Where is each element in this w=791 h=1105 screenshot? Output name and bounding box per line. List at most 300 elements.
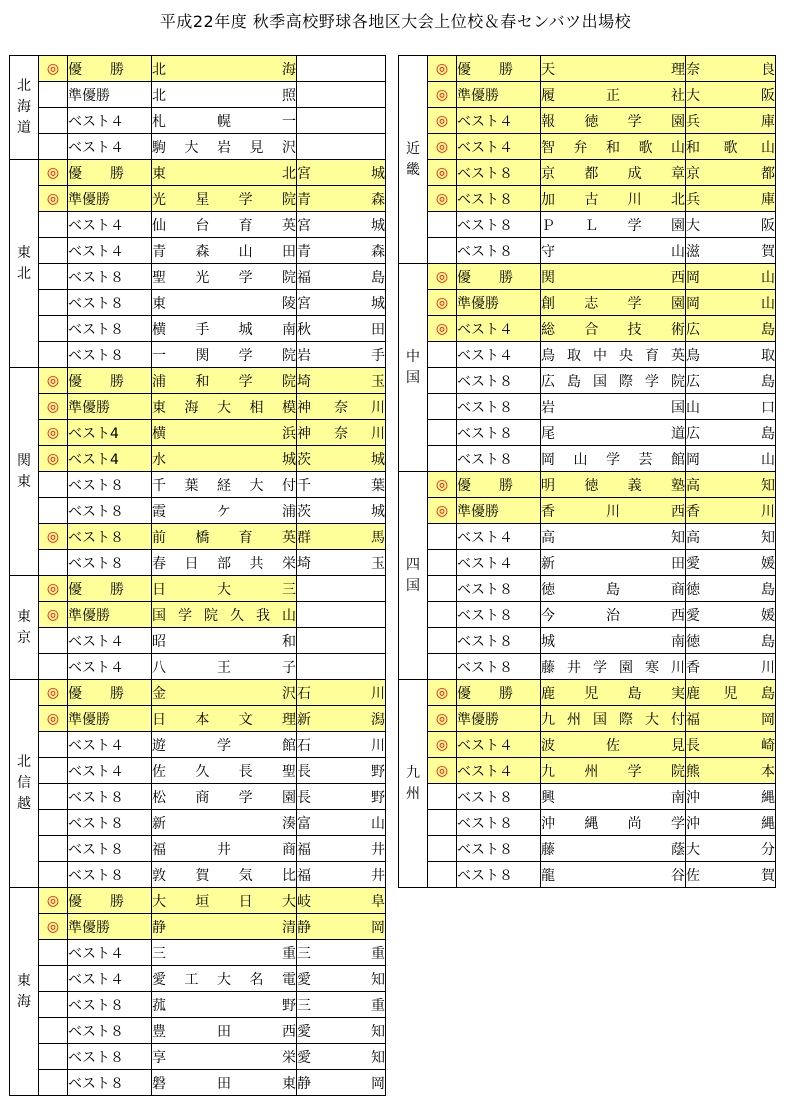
qualified-mark: [428, 238, 457, 264]
prefecture-cell: 徳島: [686, 576, 776, 602]
right-results-table: [398, 55, 776, 888]
qualified-mark: [428, 602, 457, 628]
table-row: [399, 862, 776, 888]
prefecture-cell: 宮城: [297, 212, 386, 238]
table-row: [399, 56, 776, 82]
table-row: [399, 472, 776, 498]
qualified-mark: ◎: [39, 602, 68, 628]
school-cell: 東海大相模: [152, 394, 297, 420]
prefecture-cell: 岡山: [686, 290, 776, 316]
school-cell: 佐久長聖: [152, 758, 297, 784]
table-row: [10, 108, 386, 134]
school-cell: 一関学院: [152, 342, 297, 368]
rank-cell: ベスト４: [68, 238, 152, 264]
rank-cell: ベスト８: [68, 524, 152, 550]
rank-cell: ベスト８: [457, 394, 541, 420]
region-name-char: 国: [406, 577, 420, 594]
empty-cell: [297, 576, 386, 602]
rank-cell: 準優勝: [68, 82, 152, 108]
rank-cell: ベスト８: [457, 628, 541, 654]
school-cell: 千葉経大付: [152, 472, 297, 498]
rank-cell: ベスト８: [68, 1070, 152, 1096]
prefecture-cell: 愛媛: [686, 550, 776, 576]
empty-cell: [297, 654, 386, 680]
rank-cell: 優 勝: [457, 56, 541, 82]
region-name-char: 海: [17, 993, 31, 1010]
prefecture-cell: 福島: [297, 264, 386, 290]
table-row: [10, 1044, 386, 1070]
school-cell: ＰＬ学園: [541, 212, 686, 238]
qualified-mark: ◎: [428, 186, 457, 212]
rank-cell: 優 勝: [68, 888, 152, 914]
qualified-mark: [39, 992, 68, 1018]
school-cell: 鳥取中央育英: [541, 342, 686, 368]
rank-cell: ベスト４: [68, 966, 152, 992]
school-cell: 横浜: [152, 420, 297, 446]
school-cell: 岡山学芸館: [541, 446, 686, 472]
prefecture-cell: 愛知: [297, 1044, 386, 1070]
region-name-char: 国: [406, 369, 420, 386]
table-row: [399, 186, 776, 212]
rank-cell: 優 勝: [68, 680, 152, 706]
school-cell: 東陵: [152, 290, 297, 316]
school-cell: 香川西: [541, 498, 686, 524]
table-row: [10, 238, 386, 264]
rank-cell: ベスト８: [457, 784, 541, 810]
school-cell: 藤蔭: [541, 836, 686, 862]
rank-cell: 準優勝: [457, 290, 541, 316]
table-row: [10, 368, 386, 394]
prefecture-cell: 福井: [297, 862, 386, 888]
school-cell: 新湊: [152, 810, 297, 836]
empty-cell: [297, 628, 386, 654]
school-cell: 興南: [541, 784, 686, 810]
qualified-mark: ◎: [428, 160, 457, 186]
qualified-mark: ◎: [428, 732, 457, 758]
rank-cell: ベスト８: [457, 368, 541, 394]
school-cell: 浦和学院: [152, 368, 297, 394]
school-cell: 金沢: [152, 680, 297, 706]
prefecture-cell: 神奈川: [297, 394, 386, 420]
qualified-mark: [428, 836, 457, 862]
rank-cell: 優 勝: [68, 160, 152, 186]
school-cell: 高知: [541, 524, 686, 550]
prefecture-cell: 和歌山: [686, 134, 776, 160]
empty-cell: [297, 602, 386, 628]
table-row: [399, 134, 776, 160]
rank-cell: ベスト８: [68, 810, 152, 836]
prefecture-cell: 徳島: [686, 628, 776, 654]
rank-cell: 準優勝: [457, 82, 541, 108]
rank-cell: 優 勝: [457, 264, 541, 290]
qualified-mark: [39, 654, 68, 680]
rank-cell: ベスト８: [457, 160, 541, 186]
region-name: [10, 56, 39, 160]
rank-cell: ベスト４: [457, 134, 541, 160]
qualified-mark: [428, 654, 457, 680]
rank-cell: ベスト４: [457, 316, 541, 342]
prefecture-cell: 愛媛: [686, 602, 776, 628]
qualified-mark: [39, 940, 68, 966]
qualified-mark: [428, 420, 457, 446]
rank-cell: ベスト８: [457, 602, 541, 628]
qualified-mark: ◎: [428, 472, 457, 498]
school-cell: 松商学園: [152, 784, 297, 810]
school-cell: 北海: [152, 56, 297, 82]
qualified-mark: [39, 628, 68, 654]
rank-cell: ベスト８: [68, 342, 152, 368]
school-cell: 豊田西: [152, 1018, 297, 1044]
rank-cell: ベスト４: [457, 732, 541, 758]
rank-cell: ベスト４: [457, 342, 541, 368]
region-name: [10, 888, 39, 1096]
table-row: [10, 420, 386, 446]
table-row: [399, 290, 776, 316]
prefecture-cell: 岐阜: [297, 888, 386, 914]
qualified-mark: ◎: [428, 498, 457, 524]
region-name-char: 州: [406, 785, 420, 802]
table-row: [10, 576, 386, 602]
qualified-mark: ◎: [428, 316, 457, 342]
school-cell: 遊学館: [152, 732, 297, 758]
school-cell: 智弁和歌山: [541, 134, 686, 160]
table-row: [10, 498, 386, 524]
school-cell: 八王子: [152, 654, 297, 680]
school-cell: 愛工大名電: [152, 966, 297, 992]
school-cell: 三重: [152, 940, 297, 966]
school-cell: 加古川北: [541, 186, 686, 212]
school-cell: 広島国際学院: [541, 368, 686, 394]
table-row: [10, 342, 386, 368]
qualified-mark: [39, 238, 68, 264]
prefecture-cell: 長野: [297, 758, 386, 784]
qualified-mark: [39, 1018, 68, 1044]
table-row: [399, 680, 776, 706]
school-cell: 光星学院: [152, 186, 297, 212]
rank-cell: 準優勝: [68, 602, 152, 628]
qualified-mark: [428, 784, 457, 810]
prefecture-cell: 青森: [297, 238, 386, 264]
rank-cell: 準優勝: [68, 186, 152, 212]
rank-cell: ベスト４: [68, 134, 152, 160]
prefecture-cell: 兵庫: [686, 108, 776, 134]
qualified-mark: [39, 342, 68, 368]
rank-cell: ベスト８: [457, 862, 541, 888]
prefecture-cell: 長崎: [686, 732, 776, 758]
region-name-char: 信: [17, 775, 31, 791]
qualified-mark: ◎: [39, 524, 68, 550]
rank-cell: ベスト８: [457, 186, 541, 212]
table-row: [10, 784, 386, 810]
qualified-mark: [39, 108, 68, 134]
qualified-mark: ◎: [428, 680, 457, 706]
prefecture-cell: 岩手: [297, 342, 386, 368]
table-row: [10, 82, 386, 108]
region-name: [10, 368, 39, 576]
qualified-mark: ◎: [39, 160, 68, 186]
prefecture-cell: 岡山: [686, 446, 776, 472]
prefecture-cell: 静岡: [297, 914, 386, 940]
qualified-mark: ◎: [39, 680, 68, 706]
region-name-char: 京: [17, 629, 31, 646]
qualified-mark: [428, 446, 457, 472]
prefecture-cell: 茨城: [297, 498, 386, 524]
region-name-char: 東: [17, 244, 31, 261]
rank-cell: ベスト８: [68, 862, 152, 888]
qualified-mark: [39, 862, 68, 888]
qualified-mark: [39, 212, 68, 238]
table-row: [399, 108, 776, 134]
school-cell: 創志学園: [541, 290, 686, 316]
qualified-mark: [428, 576, 457, 602]
qualified-mark: ◎: [428, 758, 457, 784]
page-title: 平成22年度 秋季高校野球各地区大会上位校＆春センバツ出場校: [159, 12, 632, 31]
rank-cell: ベスト４: [68, 628, 152, 654]
school-cell: 享栄: [152, 1044, 297, 1070]
table-row: [10, 56, 386, 82]
region-name-char: 九: [406, 764, 420, 781]
qualified-mark: ◎: [39, 446, 68, 472]
region-name-char: 東: [17, 608, 31, 625]
school-cell: 天理: [541, 56, 686, 82]
school-cell: 東北: [152, 160, 297, 186]
table-row: [399, 836, 776, 862]
table-row: [10, 836, 386, 862]
qualified-mark: [39, 784, 68, 810]
table-row: [399, 394, 776, 420]
school-cell: 磐田東: [152, 1070, 297, 1096]
prefecture-cell: 新潟: [297, 706, 386, 732]
school-cell: 北照: [152, 82, 297, 108]
prefecture-cell: 埼玉: [297, 368, 386, 394]
table-row: [10, 862, 386, 888]
qualified-mark: [39, 1044, 68, 1070]
qualified-mark: ◎: [39, 420, 68, 446]
prefecture-cell: 香川: [686, 654, 776, 680]
rank-cell: ベスト８: [68, 550, 152, 576]
prefecture-cell: 福井: [297, 836, 386, 862]
rank-cell: ベスト８: [68, 498, 152, 524]
prefecture-cell: 鹿児島: [686, 680, 776, 706]
school-cell: 仙台育英: [152, 212, 297, 238]
table-row: [10, 628, 386, 654]
region-name: [10, 680, 39, 888]
rank-cell: 準優勝: [457, 498, 541, 524]
region-name-char: 北: [17, 754, 31, 770]
rank-cell: 準優勝: [68, 394, 152, 420]
region-name: [10, 160, 39, 368]
prefecture-cell: 三重: [297, 992, 386, 1018]
rank-cell: ベスト８: [68, 992, 152, 1018]
school-cell: 波佐見: [541, 732, 686, 758]
qualified-mark: ◎: [39, 576, 68, 602]
table-row: [399, 758, 776, 784]
table-row: [399, 810, 776, 836]
qualified-mark: ◎: [39, 186, 68, 212]
qualified-mark: ◎: [428, 290, 457, 316]
prefecture-cell: 高知: [686, 524, 776, 550]
prefecture-cell: 神奈川: [297, 420, 386, 446]
region-name-char: 東: [17, 972, 31, 989]
table-row: [10, 810, 386, 836]
region-name: [399, 472, 428, 680]
table-row: [10, 1070, 386, 1096]
school-cell: 春日部共栄: [152, 550, 297, 576]
rank-cell: ベスト８: [457, 836, 541, 862]
empty-cell: [297, 56, 386, 82]
prefecture-cell: 大分: [686, 836, 776, 862]
prefecture-cell: 茨城: [297, 446, 386, 472]
rank-cell: ベスト８: [68, 1018, 152, 1044]
prefecture-cell: 石川: [297, 732, 386, 758]
school-cell: 京都成章: [541, 160, 686, 186]
region-name-char: 越: [17, 796, 31, 812]
table-row: [10, 394, 386, 420]
school-cell: 駒大岩見沢: [152, 134, 297, 160]
school-cell: 報徳学園: [541, 108, 686, 134]
qualified-mark: [39, 264, 68, 290]
qualified-mark: [428, 628, 457, 654]
prefecture-cell: 京都: [686, 160, 776, 186]
school-cell: 履正社: [541, 82, 686, 108]
school-cell: 聖光学院: [152, 264, 297, 290]
qualified-mark: [428, 342, 457, 368]
prefecture-cell: 高知: [686, 472, 776, 498]
table-row: [10, 992, 386, 1018]
rank-cell: ベスト4: [68, 420, 152, 446]
school-cell: 日本文理: [152, 706, 297, 732]
rank-cell: 優 勝: [68, 56, 152, 82]
prefecture-cell: 三重: [297, 940, 386, 966]
school-cell: 青森山田: [152, 238, 297, 264]
qualified-mark: [39, 836, 68, 862]
empty-cell: [297, 82, 386, 108]
qualified-mark: [428, 550, 457, 576]
rank-cell: ベスト４: [68, 654, 152, 680]
table-row: [10, 888, 386, 914]
school-cell: 昭和: [152, 628, 297, 654]
table-row: [399, 628, 776, 654]
prefecture-cell: 兵庫: [686, 186, 776, 212]
region-name-char: 東: [17, 473, 31, 490]
school-cell: 城南: [541, 628, 686, 654]
region-name-char: 北: [17, 265, 31, 282]
prefecture-cell: 千葉: [297, 472, 386, 498]
qualified-mark: ◎: [428, 82, 457, 108]
school-cell: 九州学院: [541, 758, 686, 784]
prefecture-cell: 熊本: [686, 758, 776, 784]
prefecture-cell: 山口: [686, 394, 776, 420]
school-cell: 国学院久我山: [152, 602, 297, 628]
table-row: [399, 732, 776, 758]
qualified-mark: [39, 498, 68, 524]
rank-cell: ベスト４: [68, 758, 152, 784]
table-row: [399, 342, 776, 368]
rank-cell: ベスト８: [457, 446, 541, 472]
qualified-mark: [39, 810, 68, 836]
table-row: [10, 212, 386, 238]
table-row: [10, 290, 386, 316]
region-name: [399, 264, 428, 472]
prefecture-cell: 鳥取: [686, 342, 776, 368]
table-row: [399, 602, 776, 628]
qualified-mark: [428, 212, 457, 238]
school-cell: 静清: [152, 914, 297, 940]
prefecture-cell: 大阪: [686, 212, 776, 238]
region-name-char: 北: [17, 78, 31, 94]
table-row: [10, 264, 386, 290]
rank-cell: ベスト４: [68, 108, 152, 134]
school-cell: 大垣日大: [152, 888, 297, 914]
prefecture-cell: 広島: [686, 316, 776, 342]
school-cell: 沖縄尚学: [541, 810, 686, 836]
qualified-mark: [428, 368, 457, 394]
table-row: [399, 446, 776, 472]
qualified-mark: [39, 966, 68, 992]
table-row: [10, 524, 386, 550]
qualified-mark: ◎: [428, 264, 457, 290]
region-name-char: 中: [406, 348, 420, 365]
rank-cell: ベスト４: [68, 940, 152, 966]
region-name-char: 海: [17, 99, 31, 115]
prefecture-cell: 宮城: [297, 160, 386, 186]
table-row: [10, 316, 386, 342]
school-cell: 徳島商: [541, 576, 686, 602]
school-cell: 前橋育英: [152, 524, 297, 550]
school-cell: 明徳義塾: [541, 472, 686, 498]
school-cell: 横手城南: [152, 316, 297, 342]
rank-cell: 準優勝: [68, 706, 152, 732]
school-cell: 藤井学園寒川: [541, 654, 686, 680]
school-cell: 菰野: [152, 992, 297, 1018]
rank-cell: ベスト８: [68, 784, 152, 810]
table-row: [399, 654, 776, 680]
qualified-mark: [39, 1070, 68, 1096]
table-row: [10, 134, 386, 160]
rank-cell: ベスト８: [68, 290, 152, 316]
qualified-mark: ◎: [428, 108, 457, 134]
empty-cell: [297, 134, 386, 160]
school-cell: 守山: [541, 238, 686, 264]
table-row: [399, 524, 776, 550]
rank-cell: ベスト８: [68, 264, 152, 290]
table-row: [10, 602, 386, 628]
table-row: [10, 472, 386, 498]
rank-cell: ベスト４: [457, 108, 541, 134]
table-row: [399, 550, 776, 576]
rank-cell: 優 勝: [457, 680, 541, 706]
rank-cell: ベスト４: [457, 524, 541, 550]
school-cell: 福井商: [152, 836, 297, 862]
region-name: [399, 56, 428, 264]
qualified-mark: ◎: [39, 394, 68, 420]
school-cell: 総合技術: [541, 316, 686, 342]
qualified-mark: ◎: [39, 706, 68, 732]
prefecture-cell: 福岡: [686, 706, 776, 732]
prefecture-cell: 愛知: [297, 966, 386, 992]
qualified-mark: ◎: [428, 706, 457, 732]
qualified-mark: [39, 472, 68, 498]
prefecture-cell: 富山: [297, 810, 386, 836]
region-name: [10, 576, 39, 680]
table-row: [399, 498, 776, 524]
rank-cell: ベスト８: [457, 576, 541, 602]
region-name: [399, 680, 428, 888]
qualified-mark: [428, 394, 457, 420]
region-name-char: 関: [17, 452, 31, 469]
table-row: [399, 368, 776, 394]
rank-cell: ベスト８: [68, 316, 152, 342]
